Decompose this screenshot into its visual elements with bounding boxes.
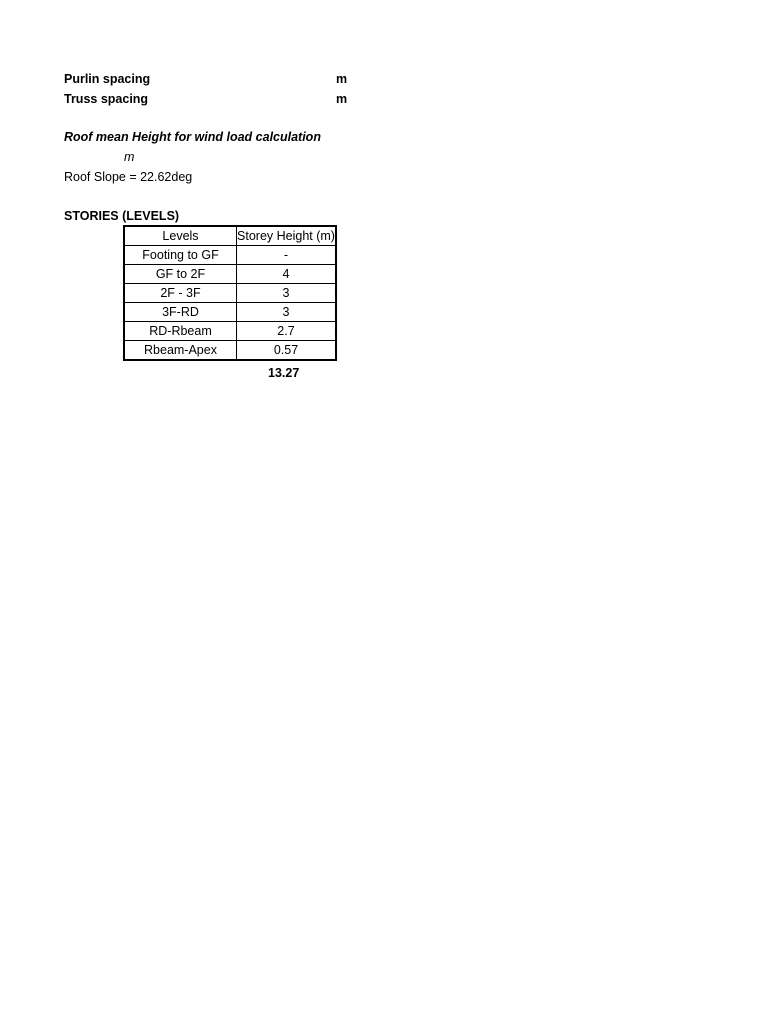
table-row bbox=[124, 284, 336, 303]
level-cell: RD-Rbeam bbox=[124, 322, 237, 341]
truss-spacing-label: Truss spacing bbox=[64, 92, 149, 106]
column-header-levels: Levels bbox=[124, 226, 237, 246]
level-cell: 3F-RD bbox=[124, 303, 237, 322]
table-row bbox=[124, 265, 336, 284]
height-cell: 3 bbox=[237, 303, 337, 322]
table-row bbox=[124, 303, 336, 322]
table-row bbox=[124, 322, 336, 341]
purlin-spacing-unit: m bbox=[336, 72, 348, 86]
height-cell: 0.57 bbox=[237, 341, 337, 361]
level-cell: Rbeam-Apex bbox=[124, 341, 237, 361]
roof-mean-height-label: Roof mean Height for wind load calculation bbox=[64, 130, 321, 144]
stories-table bbox=[123, 225, 337, 361]
roof-mean-height-unit: m bbox=[124, 150, 135, 164]
table-row bbox=[124, 341, 336, 361]
height-cell: 4 bbox=[237, 265, 337, 284]
total-height-value: 13.27 bbox=[268, 366, 300, 380]
table-row bbox=[124, 246, 336, 265]
stories-heading: STORIES (LEVELS) bbox=[64, 209, 180, 223]
table-header-row bbox=[124, 226, 336, 246]
level-cell: Footing to GF bbox=[124, 246, 237, 265]
roof-slope-text: Roof Slope = 22.62deg bbox=[64, 170, 193, 184]
level-cell: GF to 2F bbox=[124, 265, 237, 284]
level-cell: 2F - 3F bbox=[124, 284, 237, 303]
purlin-spacing-label: Purlin spacing bbox=[64, 72, 151, 86]
column-header-storey-height: Storey Height (m) bbox=[237, 226, 337, 246]
height-cell: 3 bbox=[237, 284, 337, 303]
height-cell: 2.7 bbox=[237, 322, 337, 341]
height-cell: - bbox=[237, 246, 337, 265]
truss-spacing-unit: m bbox=[336, 92, 348, 106]
